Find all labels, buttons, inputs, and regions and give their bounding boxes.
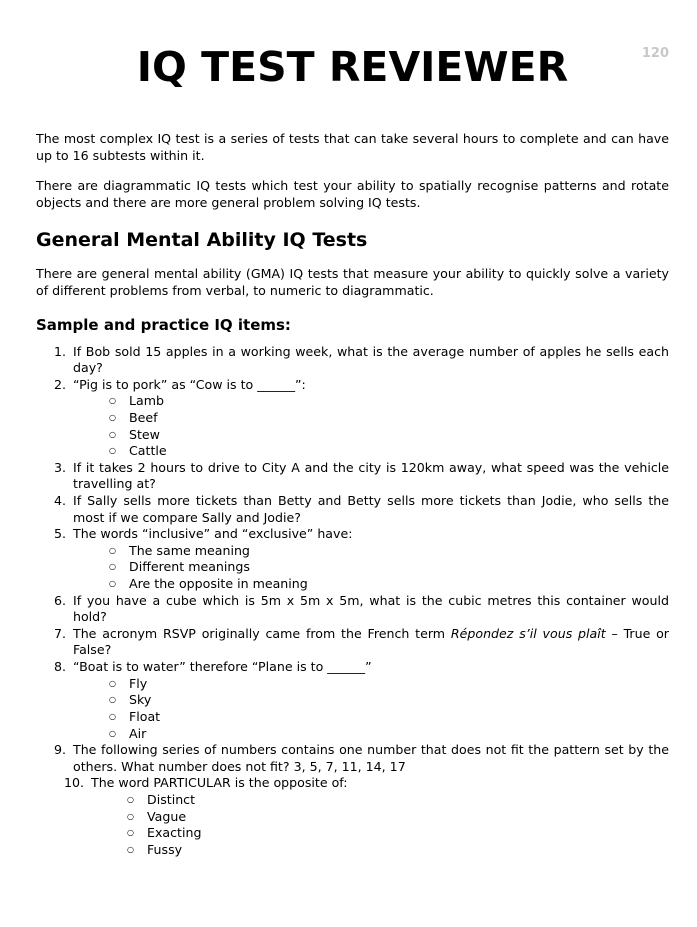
list-item: ○ Vague	[125, 809, 669, 826]
list-item: ○ Beef	[107, 410, 669, 427]
page-number: 120	[641, 46, 669, 61]
page-content	[0, 43, 697, 858]
list-item: ○ Float	[107, 709, 669, 726]
list-item	[36, 526, 669, 592]
list-item	[36, 626, 669, 659]
question-number: 9.	[53, 742, 66, 758]
list-item: ○ Stew	[107, 427, 669, 444]
list-item	[36, 377, 669, 460]
question-text: The word PARTICULAR is the opposite of:	[91, 775, 348, 791]
question-number: 4.	[53, 492, 66, 508]
question-text: The words “inclusive” and “exclusive” have:	[73, 526, 353, 542]
question-number: 2.	[53, 376, 66, 392]
list-item	[36, 493, 669, 526]
question-text: “Boat is to water” therefore “Plane is to ______”	[73, 659, 372, 675]
question-number: 3.	[53, 459, 66, 475]
list-item	[36, 659, 669, 742]
list-item	[36, 742, 669, 775]
section-heading-gma: General Mental Ability IQ Tests	[36, 229, 368, 252]
question-number: 6.	[53, 592, 66, 608]
list-item: ○ Exacting	[125, 825, 669, 842]
option-list	[73, 676, 669, 742]
question-text: If it takes 2 hours to drive to City A and the city is 120km away, what speed was the vehicle travelling at?	[73, 459, 669, 492]
question-number: 7.	[53, 625, 66, 641]
question-text-italic: Répondez s’il vous plaît	[450, 625, 606, 641]
question-text: If Sally sells more tickets than Betty and Betty sells more tickets than Jodie, who sells the most if we compare Sally and Jodie?	[73, 492, 669, 525]
section-paragraph-gma: There are general mental ability (GMA) IQ tests that measure your ability to quickly solve a variety of different problems from verbal, to numeric to diagrammatic.	[36, 266, 669, 298]
option-list	[73, 393, 669, 459]
list-item: ○ The same meaning	[107, 543, 669, 560]
document-page	[0, 43, 697, 927]
list-item	[36, 344, 669, 377]
question-number: 8.	[53, 659, 66, 675]
list-item: ○ Different meanings	[107, 559, 669, 576]
question-number: 1.	[53, 343, 66, 359]
intro-paragraph-2: There are diagrammatic IQ tests which test your ability to spatially recognise patterns and rotate objects and there are more general problem solving IQ tests.	[36, 178, 669, 210]
question-text-post: – True or False?	[73, 625, 669, 658]
list-item: ○ Distinct	[125, 792, 669, 809]
list-item: ○ Cattle	[107, 443, 669, 460]
question-text: “Pig is to pork” as “Cow is to ______”:	[73, 376, 306, 392]
list-item: ○ Fussy	[125, 842, 669, 859]
question-text: If you have a cube which is 5m x 5m x 5m, what is the cubic metres this container would hold?	[73, 592, 669, 625]
list-item: ○ Air	[107, 726, 669, 743]
question-number: 10.	[63, 775, 84, 791]
list-item: ○ Are the opposite in meaning	[107, 576, 669, 593]
question-list	[36, 344, 669, 859]
list-item	[36, 593, 669, 626]
question-number: 5.	[53, 526, 66, 542]
page-title: IQ TEST REVIEWER	[136, 43, 569, 91]
question-text: The following series of numbers contains one number that does not fit the pattern set by the others. What number does not fit? 3, 5, 7, 11, 14, 17	[73, 742, 669, 774]
list-item	[36, 775, 669, 858]
option-list	[73, 543, 669, 593]
list-item: ○ Fly	[107, 676, 669, 693]
question-text-pre: The acronym RSVP originally came from the French term	[73, 625, 451, 641]
list-item	[36, 460, 669, 493]
subsection-heading-samples: Sample and practice IQ items:	[36, 315, 291, 334]
intro-paragraph-1: The most complex IQ test is a series of tests that can take several hours to complete and can have up to 16 subtests within it.	[36, 131, 669, 163]
list-item: ○ Sky	[107, 692, 669, 709]
question-text: If Bob sold 15 apples in a working week, what is the average number of apples he sells each day?	[73, 343, 669, 376]
option-list	[91, 792, 669, 858]
list-item: ○ Lamb	[107, 393, 669, 410]
